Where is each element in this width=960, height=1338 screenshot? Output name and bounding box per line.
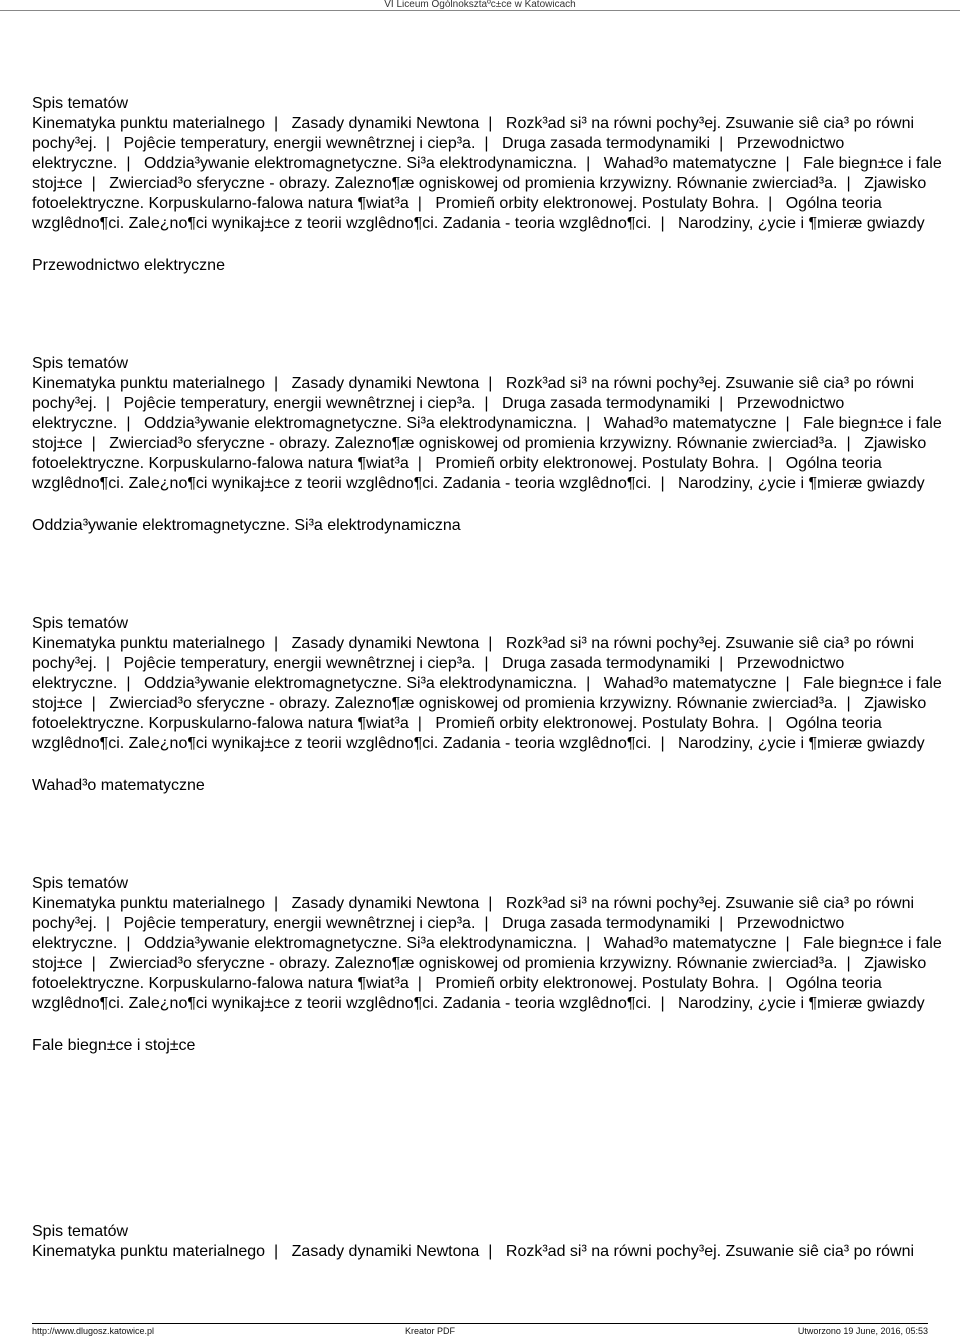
toc-list (32, 374, 952, 494)
toc-list (32, 634, 952, 754)
toc-separator: | (846, 435, 851, 452)
toc-link[interactable]: Przewodnictwo elektryczne. (32, 915, 845, 952)
toc-link[interactable]: Pojêcie temperatury, energii wewnêtrznej i ciep³a. (123, 915, 476, 932)
toc-link[interactable]: Ogólna teoria wzglêdno¶ci. Zale¿no¶ci wynikaj±ce z teorii wzglêdno¶ci. Zadania - teoria wzglêdno¶ci. (32, 975, 882, 1012)
section-title: Przewodnictwo elektryczne (32, 257, 225, 274)
toc-separator: | (586, 675, 591, 692)
toc-separator: | (105, 395, 111, 412)
toc-list (32, 114, 952, 234)
toc-link[interactable]: Fale biegn±ce i fale stoj±ce (32, 155, 942, 192)
toc-link[interactable]: Druga zasada termodynamiki (502, 135, 711, 152)
toc-separator: | (768, 715, 773, 732)
toc-separator: | (105, 915, 111, 932)
toc-separator: | (846, 175, 851, 192)
toc-link[interactable]: Zasady dynamiki Newtona (291, 1243, 480, 1260)
footer-divider (32, 1323, 928, 1324)
toc-link[interactable]: Oddzia³ywanie elektromagnetyczne. Si³a elektrodynamiczna. (143, 935, 578, 952)
toc-separator: | (91, 955, 96, 972)
toc-separator: | (126, 675, 131, 692)
toc-separator: | (91, 175, 96, 192)
toc-link[interactable]: Pojêcie temperatury, energii wewnêtrznej i ciep³a. (123, 395, 476, 412)
toc-separator: | (586, 155, 591, 172)
toc-separator: | (417, 455, 422, 472)
toc-link[interactable]: Oddzia³ywanie elektromagnetyczne. Si³a elektrodynamiczna. (143, 415, 578, 432)
toc-link[interactable]: Zwierciad³o sferyczne - obrazy. Zalezno¶æ ogniskowej od promienia krzywizny. Równanie zwierciad³a. (109, 695, 838, 712)
toc-separator: | (274, 895, 279, 912)
toc-link[interactable]: Wahad³o matematyczne (603, 675, 777, 692)
toc-link[interactable]: Zwierciad³o sferyczne - obrazy. Zalezno¶æ ogniskowej od promienia krzywizny. Równanie zwierciad³a. (109, 955, 838, 972)
toc-link[interactable]: Druga zasada termodynamiki (502, 655, 711, 672)
toc-link[interactable]: Pojêcie temperatury, energii wewnêtrznej i ciep³a. (123, 655, 476, 672)
toc-link[interactable]: Narodziny, ¿ycie i ¶mieræ gwiazdy (678, 995, 925, 1012)
toc-separator: | (91, 435, 96, 452)
footer-url-link[interactable]: http://www.dlugosz.katowice.pl (32, 1326, 155, 1336)
toc-separator: | (91, 695, 96, 712)
toc-link[interactable]: Wahad³o matematyczne (603, 155, 777, 172)
section-block (32, 614, 952, 874)
toc-link[interactable]: Zasady dynamiki Newtona (291, 635, 480, 652)
toc-link[interactable]: Ogólna teoria wzglêdno¶ci. Zale¿no¶ci wynikaj±ce z teorii wzglêdno¶ci. Zadania - teoria wzglêdno¶ci. (32, 195, 882, 232)
toc-separator: | (660, 995, 665, 1012)
toc-link[interactable]: Oddzia³ywanie elektromagnetyczne. Si³a elektrodynamiczna. (143, 675, 578, 692)
toc-separator: | (126, 155, 131, 172)
toc-separator: | (488, 115, 493, 132)
section-title: Fale biegn±ce i stoj±ce (32, 1037, 196, 1054)
toc-separator: | (488, 1243, 493, 1260)
toc-link[interactable]: Pojêcie temperatury, energii wewnêtrznej i ciep³a. (123, 135, 476, 152)
page-footer (0, 1323, 960, 1338)
toc-link[interactable]: Zwierciad³o sferyczne - obrazy. Zalezno¶æ ogniskowej od promienia krzywizny. Równanie zwierciad³a. (109, 435, 838, 452)
toc-link[interactable]: Zjawisko fotoelektryczne. Korpuskularno-falowa natura ¶wiat³a (32, 175, 927, 212)
toc-separator: | (785, 155, 790, 172)
toc-link[interactable]: Zjawisko fotoelektryczne. Korpuskularno-falowa natura ¶wiat³a (32, 435, 927, 472)
toc-separator: | (586, 935, 591, 952)
toc-link[interactable]: Kinematyka punktu materialnego (32, 115, 266, 132)
toc-link[interactable]: Przewodnictwo elektryczne. (32, 395, 845, 432)
toc-link[interactable]: Zjawisko fotoelektryczne. Korpuskularno-falowa natura ¶wiat³a (32, 955, 927, 992)
toc-link[interactable]: Zjawisko fotoelektryczne. Korpuskularno-falowa natura ¶wiat³a (32, 695, 927, 732)
toc-separator: | (105, 135, 111, 152)
page-header-title: VI Liceum Ogólnoksztaºc±ce w Katowicach (384, 0, 576, 10)
toc-separator: | (105, 655, 111, 672)
toc-link[interactable]: Rozk³ad si³ na równi pochy³ej. Zsuwanie siê cia³ po równi pochy³ej. (32, 115, 915, 152)
toc-link[interactable]: Promieñ orbity elektronowej. Postulaty Bohra. (435, 715, 760, 732)
toc-link[interactable]: Rozk³ad si³ na równi pochy³ej. Zsuwanie siê cia³ po równi pochy³ej. (32, 895, 915, 932)
toc-heading: Spis tematów (32, 615, 129, 632)
header-divider (0, 10, 960, 11)
toc-link[interactable]: Kinematyka punktu materialnego (32, 1243, 266, 1260)
toc-separator: | (274, 115, 279, 132)
toc-heading: Spis tematów (32, 355, 129, 372)
toc-separator: | (660, 475, 665, 492)
toc-link[interactable]: Oddzia³ywanie elektromagnetyczne. Si³a elektrodynamiczna. (143, 155, 578, 172)
toc-separator: | (484, 915, 489, 932)
document-body (32, 94, 952, 1262)
section-block (32, 874, 952, 1222)
toc-link[interactable]: Zwierciad³o sferyczne - obrazy. Zalezno¶æ ogniskowej od promienia krzywizny. Równanie zwierciad³a. (109, 175, 838, 192)
toc-link[interactable]: Kinematyka punktu materialnego (32, 635, 266, 652)
toc-list (32, 894, 952, 1014)
section-block (32, 94, 952, 354)
toc-separator: | (719, 135, 724, 152)
toc-link[interactable]: Ogólna teoria wzglêdno¶ci. Zale¿no¶ci wynikaj±ce z teorii wzglêdno¶ci. Zadania - teoria wzglêdno¶ci. (32, 715, 882, 752)
toc-separator: | (488, 895, 493, 912)
section-title: Oddzia³ywanie elektromagnetyczne. Si³a elektrodynamiczna (32, 517, 461, 534)
toc-link[interactable]: Fale biegn±ce i fale stoj±ce (32, 415, 942, 452)
toc-link[interactable]: Narodziny, ¿ycie i ¶mieræ gwiazdy (678, 735, 925, 752)
toc-separator: | (488, 635, 493, 652)
toc-separator: | (274, 375, 279, 392)
toc-link[interactable]: Zasady dynamiki Newtona (291, 375, 480, 392)
toc-link[interactable]: Zasady dynamiki Newtona (291, 895, 480, 912)
toc-list (32, 1242, 952, 1262)
toc-link[interactable]: Rozk³ad si³ na równi pochy³ej. Zsuwanie siê cia³ po równi pochy³ej. (32, 635, 915, 672)
toc-link[interactable]: Narodziny, ¿ycie i ¶mieræ gwiazdy (678, 215, 925, 232)
toc-separator: | (846, 955, 851, 972)
toc-separator: | (785, 675, 790, 692)
toc-separator: | (417, 715, 422, 732)
toc-separator: | (660, 735, 665, 752)
toc-link[interactable]: Zasady dynamiki Newtona (291, 115, 480, 132)
toc-separator: | (785, 415, 790, 432)
section-block (32, 354, 952, 614)
toc-separator: | (768, 455, 773, 472)
toc-link[interactable]: Promieñ orbity elektronowej. Postulaty Bohra. (435, 975, 760, 992)
toc-separator: | (586, 415, 591, 432)
toc-link[interactable]: Rozk³ad si³ na równi pochy³ej. Zsuwanie siê cia³ po równi (505, 1243, 915, 1260)
toc-separator: | (417, 195, 422, 212)
toc-heading: Spis tematów (32, 95, 129, 112)
toc-separator: | (719, 915, 724, 932)
toc-separator: | (719, 655, 724, 672)
toc-link[interactable]: Promieñ orbity elektronowej. Postulaty Bohra. (435, 195, 760, 212)
toc-link[interactable]: Druga zasada termodynamiki (502, 915, 711, 932)
section-title: Wahad³o matematyczne (32, 777, 205, 794)
toc-link[interactable]: Wahad³o matematyczne (603, 415, 777, 432)
toc-separator: | (484, 655, 489, 672)
toc-link[interactable]: Przewodnictwo elektryczne. (32, 135, 845, 172)
toc-separator: | (274, 635, 279, 652)
section-block (32, 1222, 952, 1262)
toc-link[interactable]: Fale biegn±ce i fale stoj±ce (32, 935, 942, 972)
toc-heading: Spis tematów (32, 875, 129, 892)
page-header (0, 0, 960, 14)
toc-link[interactable]: Kinematyka punktu materialnego (32, 375, 266, 392)
toc-link[interactable]: Rozk³ad si³ na równi pochy³ej. Zsuwanie siê cia³ po równi pochy³ej. (32, 375, 915, 412)
toc-separator: | (484, 395, 489, 412)
toc-separator: | (488, 375, 493, 392)
toc-separator: | (484, 135, 489, 152)
toc-separator: | (785, 935, 790, 952)
footer-created-date: Utworzono 19 June, 2016, 05:53 (797, 1326, 928, 1336)
toc-link[interactable]: Ogólna teoria wzglêdno¶ci. Zale¿no¶ci wynikaj±ce z teorii wzglêdno¶ci. Zadania - teoria wzglêdno¶ci. (32, 455, 882, 492)
toc-link[interactable]: Narodziny, ¿ycie i ¶mieræ gwiazdy (678, 475, 925, 492)
footer-creator: Kreator PDF (405, 1326, 456, 1336)
toc-link[interactable]: Fale biegn±ce i fale stoj±ce (32, 675, 942, 712)
toc-separator: | (274, 1243, 279, 1260)
toc-link[interactable]: Promieñ orbity elektronowej. Postulaty Bohra. (435, 455, 760, 472)
toc-link[interactable]: Kinematyka punktu materialnego (32, 895, 266, 912)
toc-separator: | (768, 975, 773, 992)
toc-link[interactable]: Druga zasada termodynamiki (502, 395, 711, 412)
toc-separator: | (126, 415, 131, 432)
toc-link[interactable]: Przewodnictwo elektryczne. (32, 655, 845, 692)
toc-link[interactable]: Wahad³o matematyczne (603, 935, 777, 952)
toc-separator: | (719, 395, 724, 412)
toc-separator: | (846, 695, 851, 712)
toc-heading: Spis tematów (32, 1223, 129, 1240)
toc-separator: | (126, 935, 131, 952)
toc-separator: | (417, 975, 422, 992)
toc-separator: | (768, 195, 773, 212)
toc-separator: | (660, 215, 665, 232)
